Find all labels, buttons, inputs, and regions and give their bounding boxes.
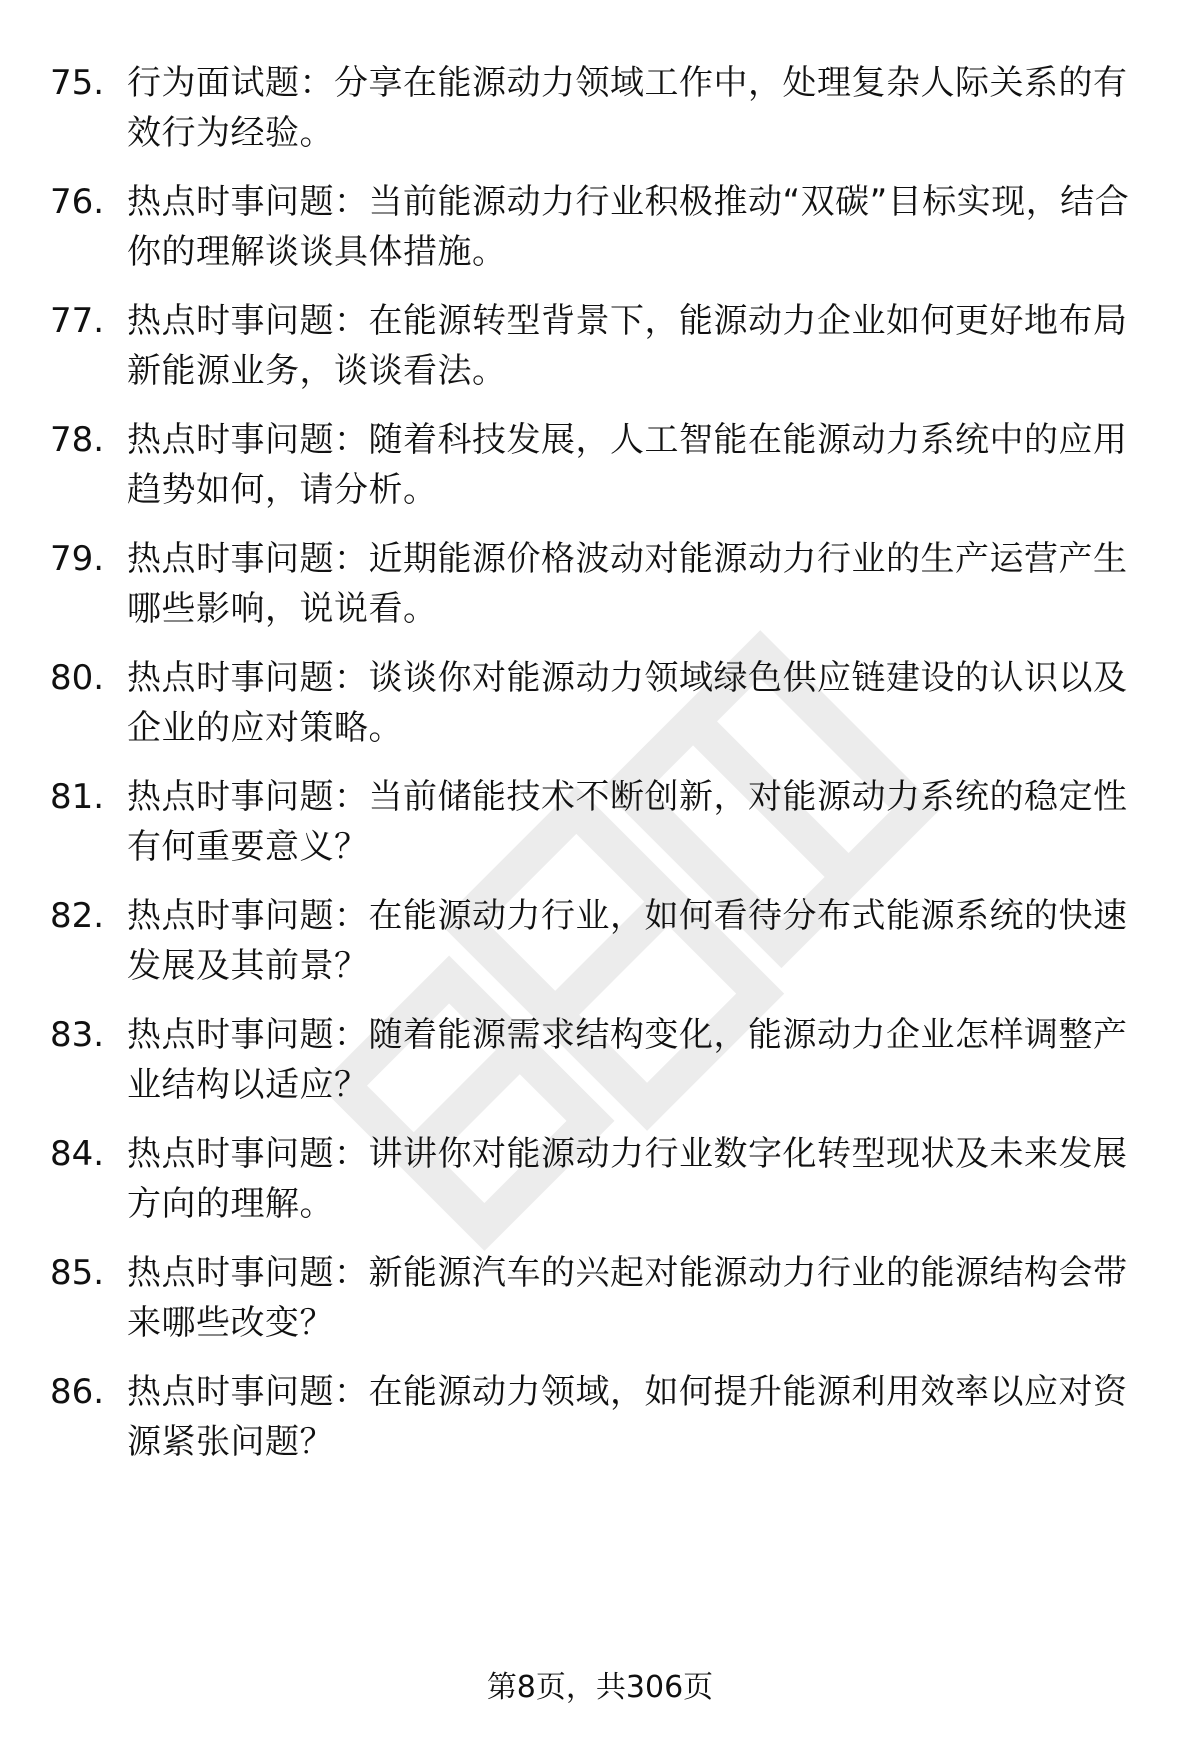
question-text: 热点时事问题：近期能源价格波动对能源动力行业的生产运营产生哪些影响，说说看。 [127, 539, 1128, 629]
question-item [0, 772, 1200, 882]
question-item [0, 653, 1200, 763]
question-number: 81. [50, 777, 105, 817]
question-text: 行为面试题：分享在能源动力领域工作中，处理复杂人际关系的有效行为经验。 [127, 63, 1128, 153]
question-text: 热点时事问题：随着科技发展，人工智能在能源动力系统中的应用趋势如何，请分析。 [127, 420, 1128, 510]
question-item [0, 1010, 1200, 1120]
question-text: 热点时事问题：谈谈你对能源动力领域绿色供应链建设的认识以及企业的应对策略。 [127, 658, 1128, 748]
question-number: 82. [50, 896, 105, 936]
question-number: 79. [50, 539, 105, 579]
question-item [0, 534, 1200, 644]
question-number: 77. [50, 301, 105, 341]
page-footer: 第8页，共306页 [486, 1670, 714, 1705]
question-item [0, 177, 1200, 287]
question-number: 76. [50, 182, 105, 222]
question-number: 84. [50, 1134, 105, 1174]
question-item [0, 1129, 1200, 1239]
question-number: 75. [50, 63, 105, 103]
question-item [0, 415, 1200, 525]
question-item [0, 891, 1200, 1001]
question-text: 热点时事问题：当前能源动力行业积极推动“双碳”目标实现，结合你的理解谈谈具体措施。 [127, 182, 1130, 272]
question-item [0, 1367, 1200, 1477]
question-text: 热点时事问题：当前储能技术不断创新，对能源动力系统的稳定性有何重要意义？ [127, 777, 1128, 867]
question-item [0, 58, 1200, 168]
question-number: 86. [50, 1372, 105, 1412]
question-number: 83. [50, 1015, 105, 1055]
question-text: 热点时事问题：新能源汽车的兴起对能源动力行业的能源结构会带来哪些改变？ [127, 1253, 1128, 1343]
question-text: 热点时事问题：在能源动力领域，如何提升能源利用效率以应对资源紧张问题？ [127, 1372, 1128, 1462]
question-text: 热点时事问题：随着能源需求结构变化，能源动力企业怎样调整产业结构以适应？ [127, 1015, 1128, 1105]
question-item [0, 296, 1200, 406]
question-number: 80. [50, 658, 105, 698]
question-text: 热点时事问题：在能源转型背景下，能源动力企业如何更好地布局新能源业务，谈谈看法。 [127, 301, 1128, 391]
question-number: 78. [50, 420, 105, 460]
question-text: 热点时事问题：在能源动力行业，如何看待分布式能源系统的快速发展及其前景？ [127, 896, 1128, 986]
question-item [0, 1248, 1200, 1358]
question-number: 85. [50, 1253, 105, 1293]
question-text: 热点时事问题：讲讲你对能源动力行业数字化转型现状及未来发展方向的理解。 [127, 1134, 1128, 1224]
